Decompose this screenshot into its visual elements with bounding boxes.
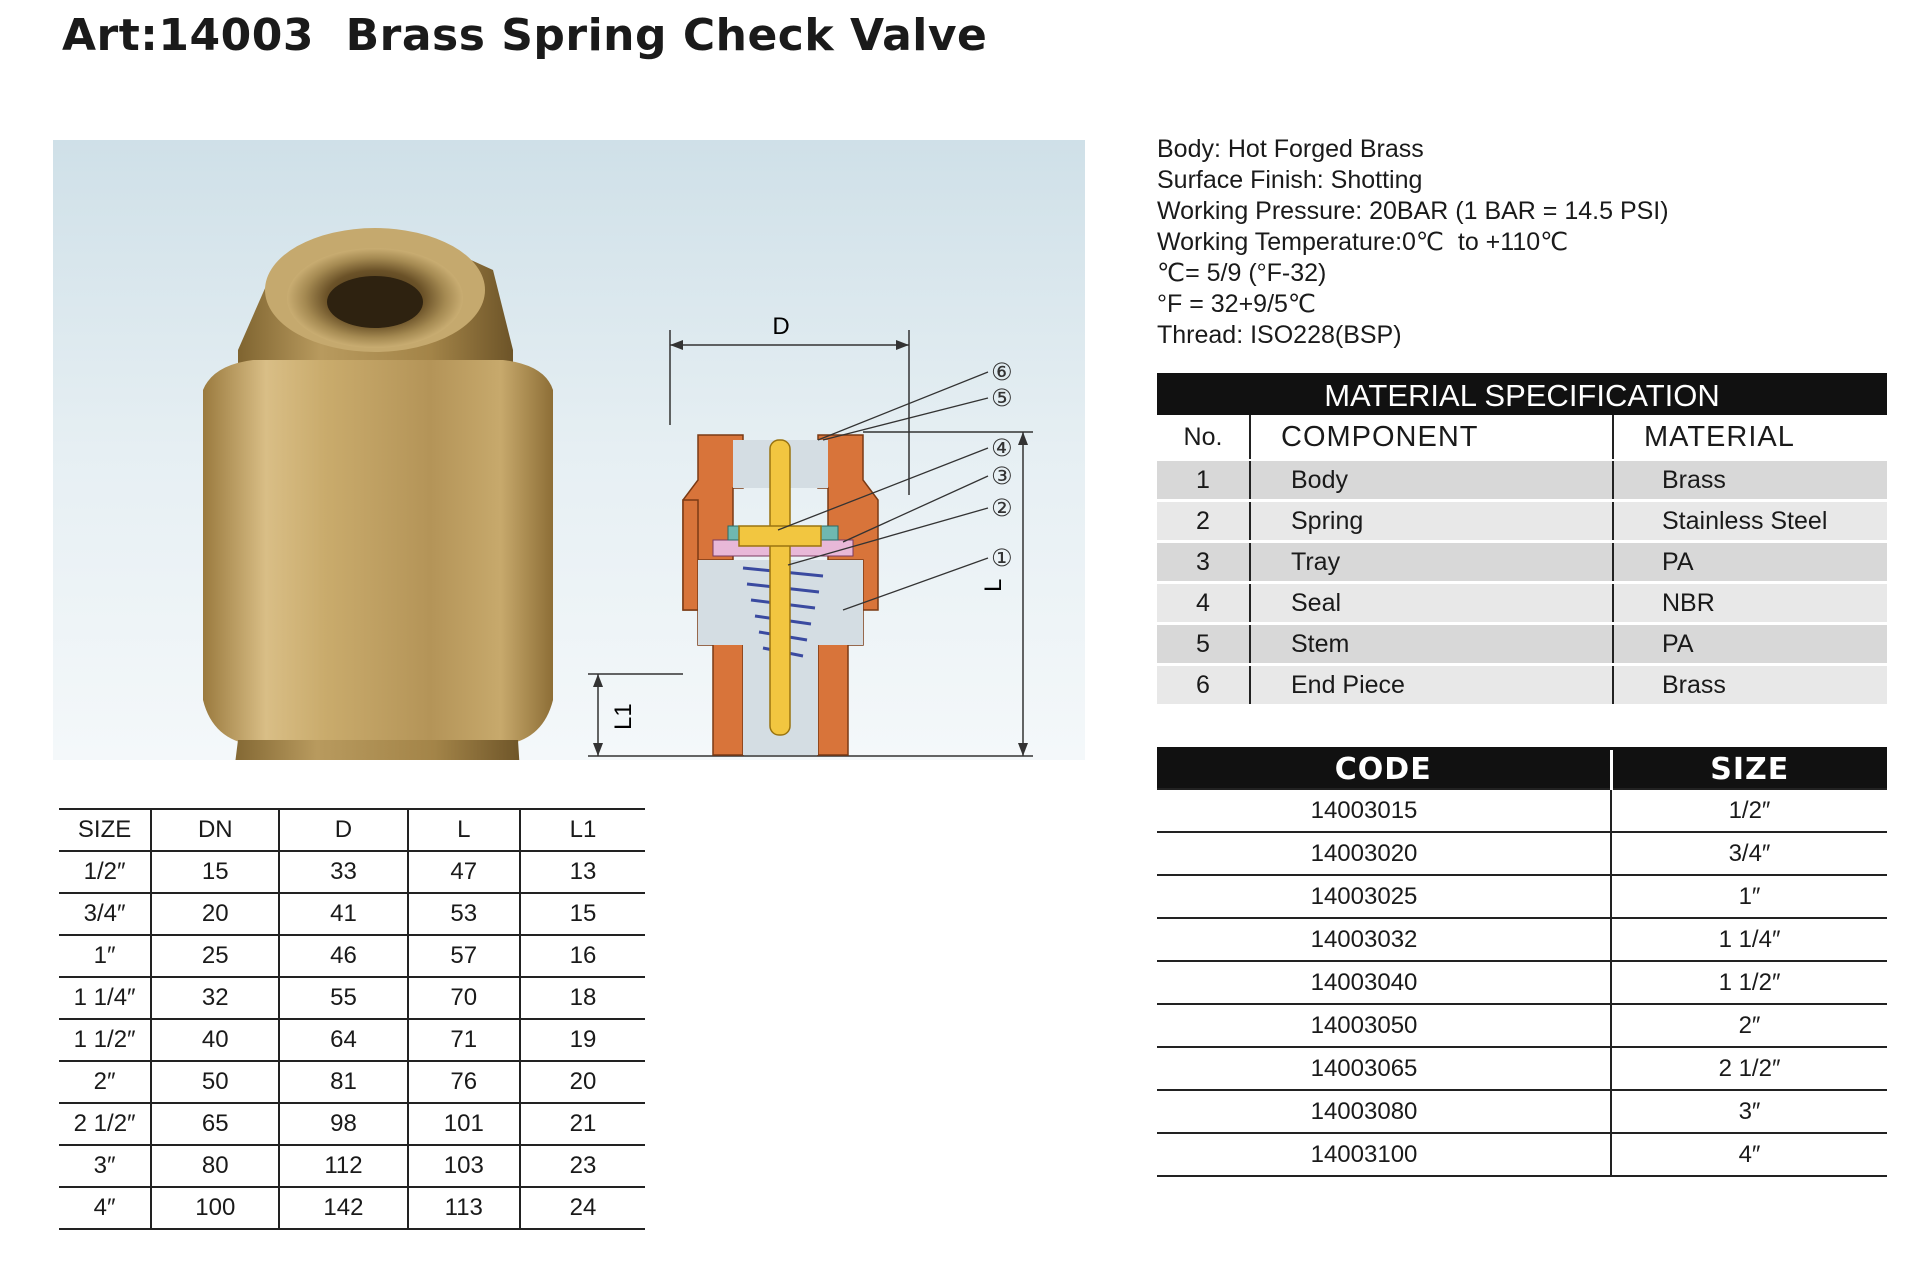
cell-size: 1/2″	[59, 851, 151, 893]
cell-l1: 15	[520, 893, 645, 935]
code-size-table	[1157, 747, 1887, 1177]
cell-code: 14003080	[1157, 1090, 1611, 1133]
cell-component: Seal	[1250, 583, 1613, 624]
cell-l: 76	[408, 1061, 521, 1103]
cell-d: 46	[279, 935, 407, 977]
table-row	[1157, 789, 1887, 832]
table-row	[1157, 875, 1887, 918]
cell-component: Spring	[1250, 501, 1613, 542]
dim-label-l: L	[980, 578, 1007, 592]
dim-label-d: D	[772, 313, 790, 340]
cell-l1: 19	[520, 1019, 645, 1061]
cell-component: Tray	[1250, 542, 1613, 583]
material-spec-table	[1157, 373, 1887, 704]
callout-6: ⑥	[991, 358, 1013, 386]
cell-l: 101	[408, 1103, 521, 1145]
cell-d: 55	[279, 977, 407, 1019]
cell-code: 14003032	[1157, 918, 1611, 961]
table-row	[1157, 1090, 1887, 1133]
spec-list	[1157, 134, 1669, 351]
cell-dn: 50	[151, 1061, 279, 1103]
cell-size: 1 1/4″	[59, 977, 151, 1019]
cell-size: 4″	[59, 1187, 151, 1229]
cell-d: 142	[279, 1187, 407, 1229]
table-row	[59, 1061, 645, 1103]
table-row	[59, 851, 645, 893]
cell-dn: 65	[151, 1103, 279, 1145]
cell-size: 3/4″	[1611, 832, 1887, 875]
col-header-l1: L1	[520, 809, 645, 851]
cell-no: 1	[1157, 460, 1250, 501]
col-header-no: No.	[1157, 415, 1250, 460]
cell-no: 6	[1157, 665, 1250, 705]
table-row	[1157, 624, 1887, 665]
table-row	[59, 1187, 645, 1229]
cell-size: 2″	[59, 1061, 151, 1103]
cell-size: 2 1/2″	[1611, 1047, 1887, 1090]
table-row	[1157, 665, 1887, 705]
cell-code: 14003050	[1157, 1004, 1611, 1047]
cell-material: PA	[1613, 542, 1887, 583]
cell-l: 70	[408, 977, 521, 1019]
cell-l: 53	[408, 893, 521, 935]
callout-4: ④	[991, 434, 1013, 462]
cell-l1: 13	[520, 851, 645, 893]
cell-d: 112	[279, 1145, 407, 1187]
table-row	[1157, 1133, 1887, 1176]
spec-line: °F = 32+9/5℃	[1157, 290, 1316, 318]
cell-d: 64	[279, 1019, 407, 1061]
cell-d: 41	[279, 893, 407, 935]
spec-line: Surface Finish: Shotting	[1157, 166, 1423, 194]
spec-line: Working Temperature:0℃ to +110℃	[1157, 228, 1569, 256]
cell-d: 33	[279, 851, 407, 893]
table-row	[59, 977, 645, 1019]
product-panel	[53, 140, 1085, 760]
cell-dn: 20	[151, 893, 279, 935]
cell-size: 3″	[1611, 1090, 1887, 1133]
table-row	[59, 1145, 645, 1187]
dimension-table	[59, 808, 645, 1230]
callout-2: ②	[991, 494, 1013, 522]
table-row	[1157, 460, 1887, 501]
page-title: Art:14003 Brass Spring Check Valve	[62, 10, 988, 61]
cell-l: 113	[408, 1187, 521, 1229]
table-row	[1157, 583, 1887, 624]
col-header-dn: DN	[151, 809, 279, 851]
table-row	[1157, 1004, 1887, 1047]
cell-component: End Piece	[1250, 665, 1613, 705]
cell-code: 14003100	[1157, 1133, 1611, 1176]
cell-material: PA	[1613, 624, 1887, 665]
cell-dn: 80	[151, 1145, 279, 1187]
cell-size: 1 1/2″	[1611, 961, 1887, 1004]
cell-component: Stem	[1250, 624, 1613, 665]
col-header-component: COMPONENT	[1250, 415, 1613, 460]
spec-line: Body: Hot Forged Brass	[1157, 135, 1424, 163]
cell-no: 5	[1157, 624, 1250, 665]
dim-label-l1: L1	[610, 703, 637, 730]
cell-component: Body	[1250, 460, 1613, 501]
cell-l1: 21	[520, 1103, 645, 1145]
cell-size: 3″	[59, 1145, 151, 1187]
material-spec-header: MATERIAL SPECIFICATION	[1157, 373, 1887, 415]
cell-size: 4″	[1611, 1133, 1887, 1176]
cell-d: 98	[279, 1103, 407, 1145]
cell-dn: 32	[151, 977, 279, 1019]
cell-dn: 100	[151, 1187, 279, 1229]
cell-material: NBR	[1613, 583, 1887, 624]
col-header-code: CODE	[1157, 749, 1611, 790]
table-row	[1157, 501, 1887, 542]
table-row	[59, 935, 645, 977]
callout-1: ①	[991, 544, 1013, 572]
table-row	[1157, 1047, 1887, 1090]
cell-l: 57	[408, 935, 521, 977]
cell-size: 1 1/4″	[1611, 918, 1887, 961]
cell-no: 4	[1157, 583, 1250, 624]
col-header-l: L	[408, 809, 521, 851]
cell-no: 3	[1157, 542, 1250, 583]
cell-l1: 18	[520, 977, 645, 1019]
cell-code: 14003065	[1157, 1047, 1611, 1090]
cell-d: 81	[279, 1061, 407, 1103]
cell-l: 103	[408, 1145, 521, 1187]
cell-size: 3/4″	[59, 893, 151, 935]
cell-material: Brass	[1613, 665, 1887, 705]
table-row	[59, 893, 645, 935]
cell-size: 1/2″	[1611, 789, 1887, 832]
table-row	[1157, 918, 1887, 961]
spec-line: Thread: ISO228(BSP)	[1157, 321, 1402, 349]
cell-l1: 23	[520, 1145, 645, 1187]
cell-l: 47	[408, 851, 521, 893]
cell-code: 14003015	[1157, 789, 1611, 832]
cell-material: Brass	[1662, 465, 1726, 494]
cross-section-diagram	[53, 140, 1085, 760]
table-row	[1157, 961, 1887, 1004]
cell-size: 2″	[1611, 1004, 1887, 1047]
col-header-size: SIZE	[1611, 749, 1887, 790]
callout-3: ③	[991, 462, 1013, 490]
table-row	[59, 1103, 645, 1145]
cell-size: 2 1/2″	[59, 1103, 151, 1145]
cell-material: Stainless Steel	[1613, 501, 1887, 542]
table-row	[59, 1019, 645, 1061]
cell-dn: 25	[151, 935, 279, 977]
cell-size: 1″	[59, 935, 151, 977]
spec-line: Working Pressure: 20BAR (1 BAR = 14.5 PSI)	[1157, 197, 1669, 225]
col-header-size: SIZE	[59, 809, 151, 851]
cell-l1: 20	[520, 1061, 645, 1103]
col-header-d: D	[279, 809, 407, 851]
cell-dn: 40	[151, 1019, 279, 1061]
cell-no: 2	[1157, 501, 1250, 542]
spec-line: ℃= 5/9 (°F-32)	[1157, 259, 1327, 287]
col-header-material: MATERIAL	[1613, 415, 1887, 460]
cell-code: 14003020	[1157, 832, 1611, 875]
cell-l: 71	[408, 1019, 521, 1061]
cell-l1: 16	[520, 935, 645, 977]
table-row	[1157, 542, 1887, 583]
table-row	[1157, 832, 1887, 875]
cell-size: 1 1/2″	[59, 1019, 151, 1061]
callout-5: ⑤	[991, 384, 1013, 412]
cell-size: 1″	[1611, 875, 1887, 918]
cell-code: 14003025	[1157, 875, 1611, 918]
cell-l1: 24	[520, 1187, 645, 1229]
cell-dn: 15	[151, 851, 279, 893]
cell-code: 14003040	[1157, 961, 1611, 1004]
